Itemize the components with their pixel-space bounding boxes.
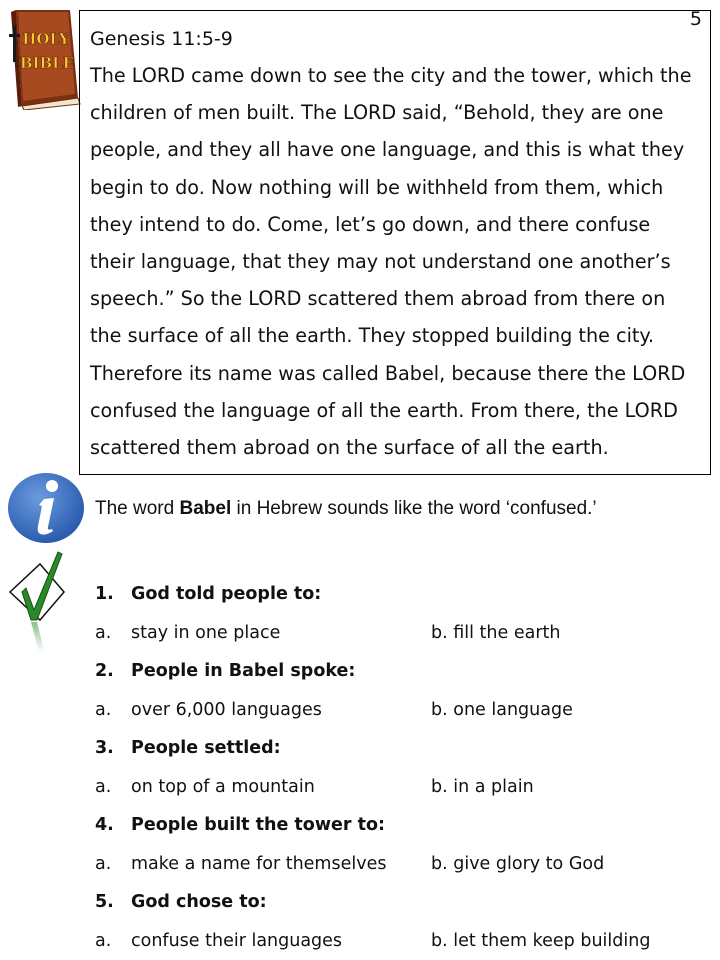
option-a-letter: a. xyxy=(95,776,112,797)
bible-line2: BIBLE xyxy=(19,54,75,72)
answer-option-a[interactable]: on top of a mountain xyxy=(131,776,315,797)
bible-icon xyxy=(4,6,82,110)
info-icon xyxy=(6,471,86,545)
quiz xyxy=(95,575,705,960)
answer-option-b[interactable]: b. fill the earth xyxy=(431,622,561,643)
option-a-letter: a. xyxy=(95,853,112,874)
question-row xyxy=(95,652,705,691)
answer-option-a[interactable]: make a name for themselves xyxy=(131,853,387,874)
question-text: People settled: xyxy=(131,738,281,759)
option-a-letter: a. xyxy=(95,930,112,951)
question-row xyxy=(95,883,705,922)
option-a-letter: a. xyxy=(95,699,112,720)
page-number: 5 xyxy=(689,8,702,30)
question-row xyxy=(95,575,705,614)
question-number: 5. xyxy=(95,892,114,913)
answer-option-b[interactable]: b. in a plain xyxy=(431,776,534,797)
answer-row xyxy=(95,922,705,960)
answer-row xyxy=(95,691,705,730)
scripture-text: The LORD came down to see the city and the tower, which the children of men built. The LORD said, “Behold, they are one people, and they all have one language, and this is what they begin to do. Now nothing will be withheld from them, which they intend to do. Come, let’s go down, and there confuse their language, that they may not understand one another’s speech.” So the LORD scattered them abroad from there on the surface of all the earth. They stopped building the city. Therefore its name was called Babel, because there the LORD confused the language of all the earth. From there, the LORD scattered them abroad on the surface of all the earth. xyxy=(90,64,692,460)
answer-option-a[interactable]: over 6,000 languages xyxy=(131,699,322,720)
scripture-box xyxy=(79,10,711,475)
question-text: People in Babel spoke: xyxy=(131,661,356,682)
question-number: 3. xyxy=(95,738,114,759)
answer-option-b[interactable]: b. give glory to God xyxy=(431,853,605,874)
checkmark-icon xyxy=(6,548,68,654)
question-number: 4. xyxy=(95,815,114,836)
question-text: People built the tower to: xyxy=(131,815,385,836)
info-note: The word Babel in Hebrew sounds like the word ‘confused.’ xyxy=(95,498,597,519)
question-number: 1. xyxy=(95,584,114,605)
answer-option-a[interactable]: confuse their languages xyxy=(131,930,343,951)
answer-option-b[interactable]: b. let them keep building xyxy=(431,930,651,951)
bible-line1: HOLY xyxy=(22,30,70,48)
question-row xyxy=(95,729,705,768)
question-number: 2. xyxy=(95,661,114,682)
info-bold-word: Babel xyxy=(179,498,232,519)
scripture-reference: Genesis 11:5-9 xyxy=(90,28,233,50)
answer-option-a[interactable]: stay in one place xyxy=(131,622,281,643)
question-row xyxy=(95,806,705,845)
answer-row xyxy=(95,614,705,653)
answer-option-b[interactable]: b. one language xyxy=(431,699,573,720)
option-a-letter: a. xyxy=(95,622,112,643)
question-text: God chose to: xyxy=(131,892,267,913)
answer-row xyxy=(95,768,705,807)
question-text: God told people to: xyxy=(131,584,322,605)
answer-row xyxy=(95,845,705,884)
